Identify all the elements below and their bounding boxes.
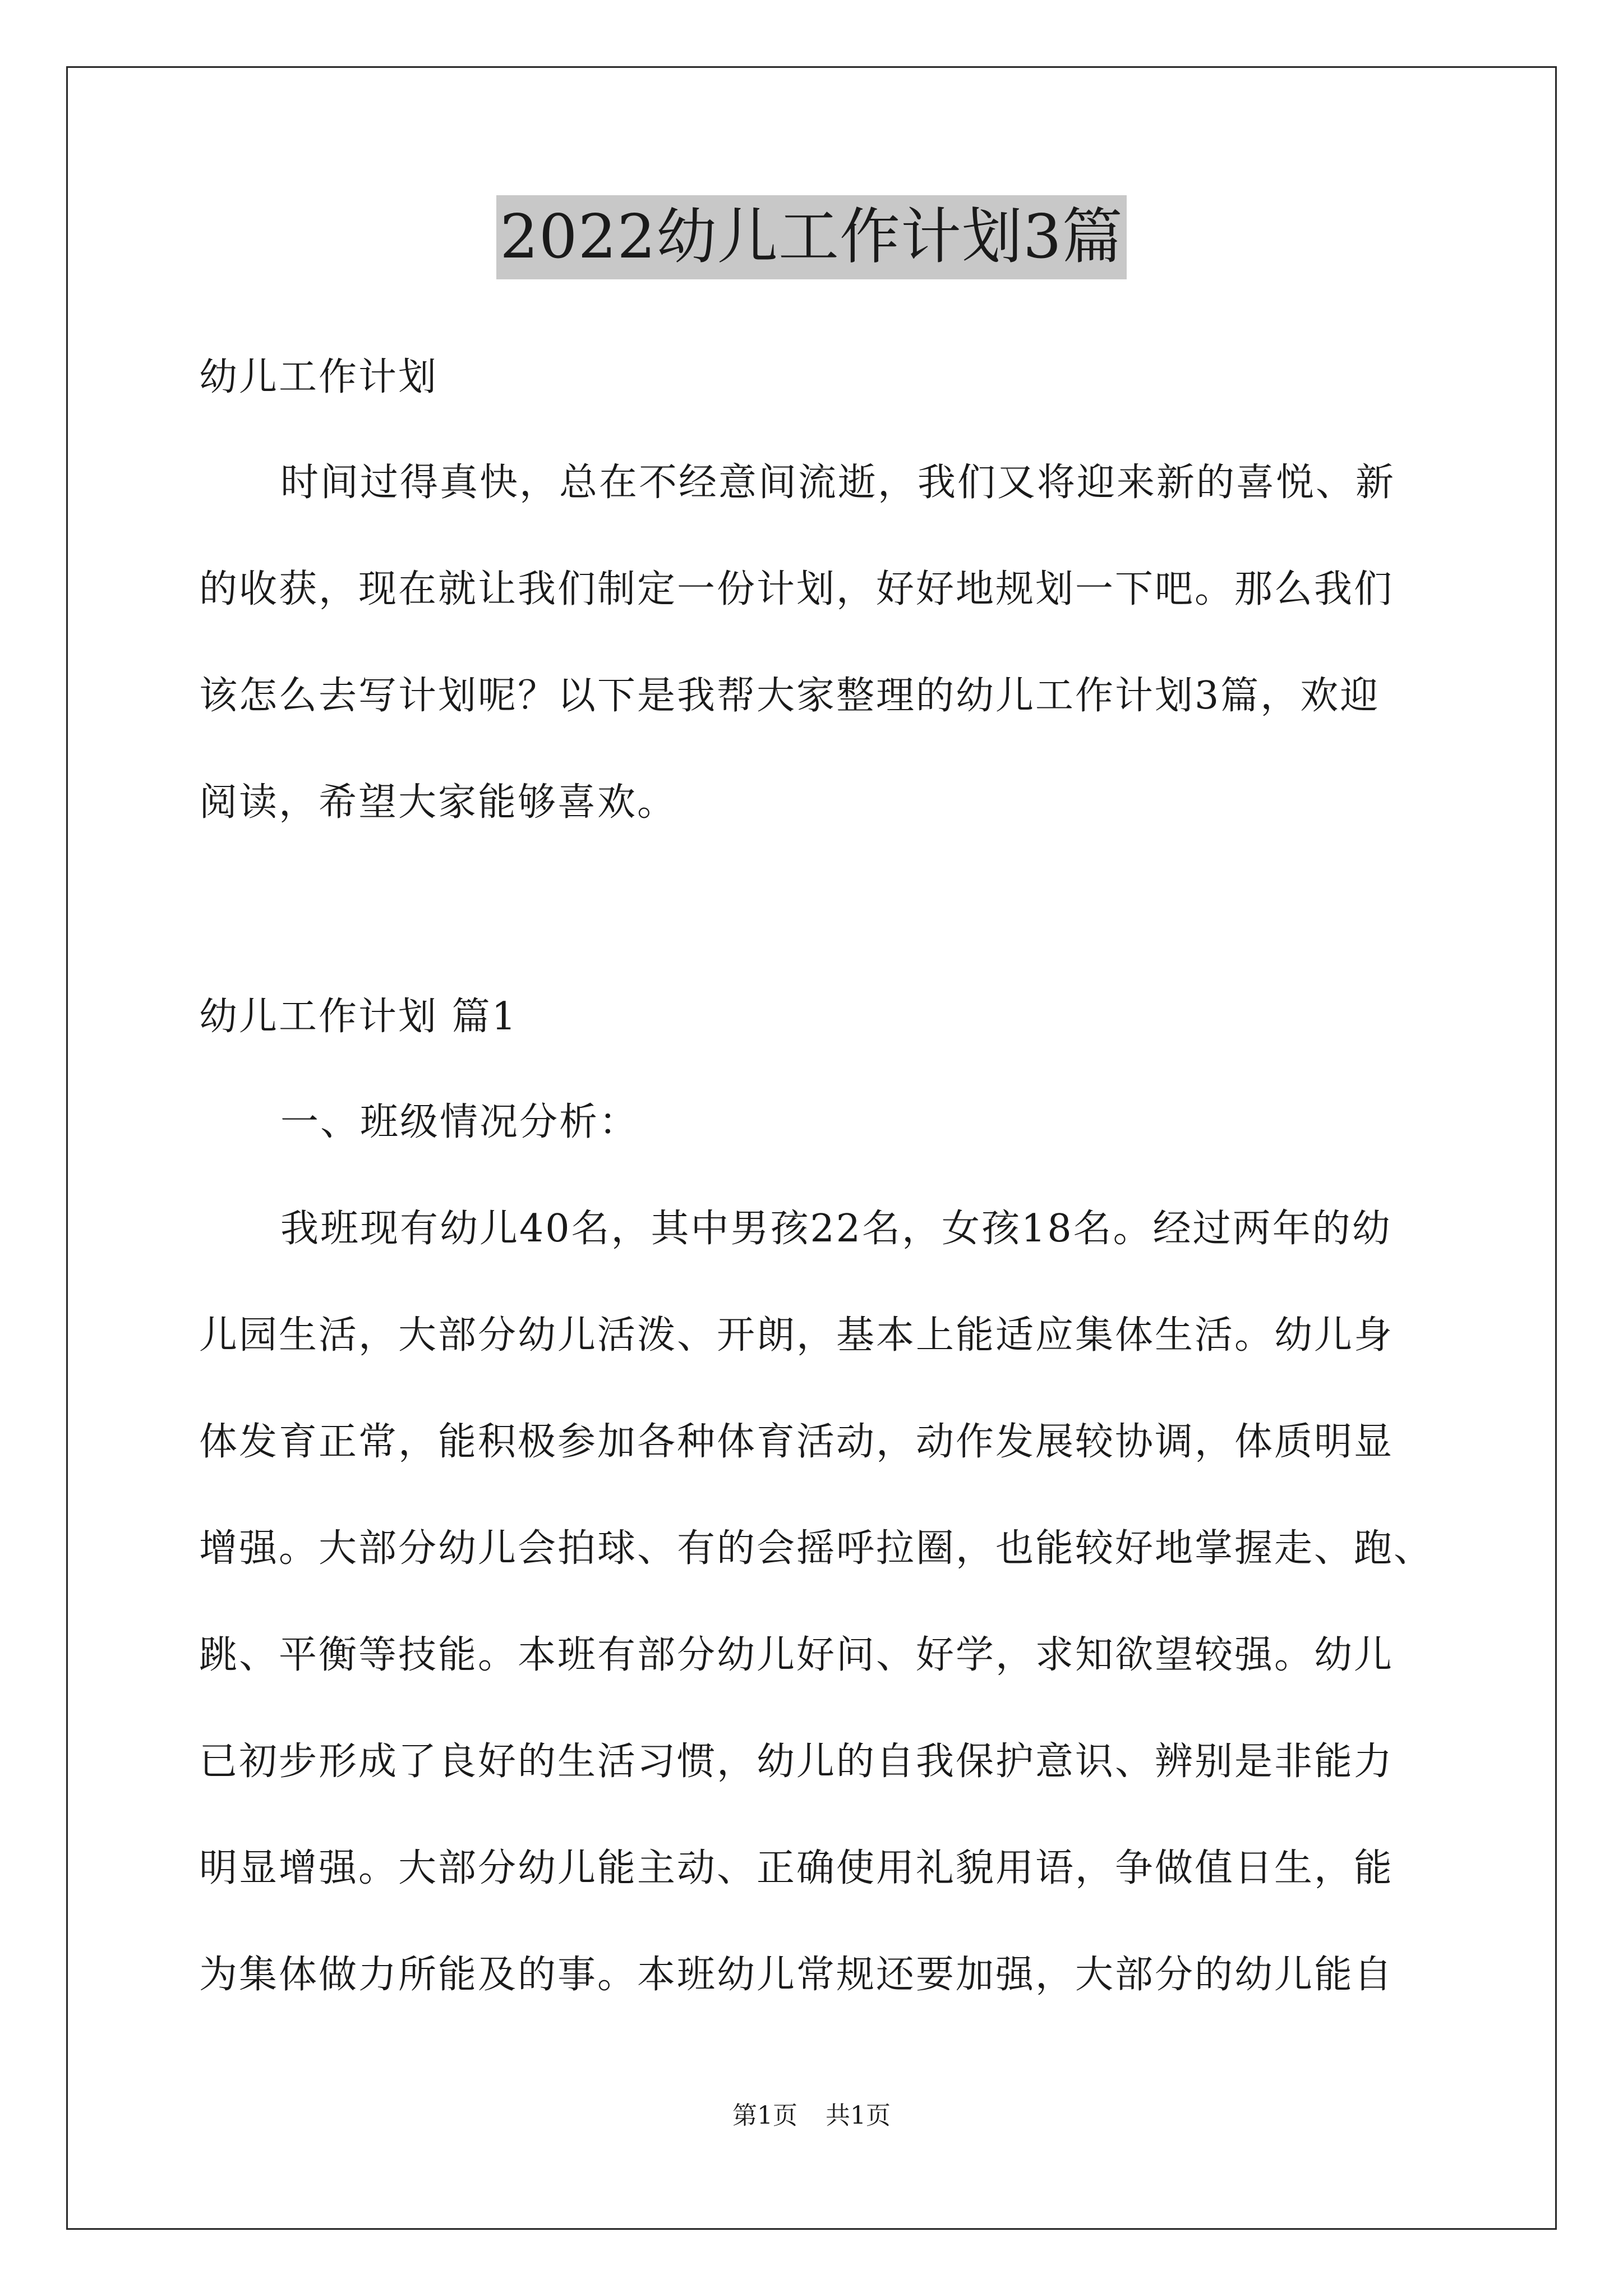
section1-line-8: 为集体做力所能及的事。本班幼儿常规还要加强，大部分的幼儿能自: [199, 1953, 1394, 1997]
section1-line-2: 儿园生活，大部分幼儿活泼、开朗，基本上能适应集体生活。幼儿身: [199, 1313, 1394, 1358]
document-title: 2022幼儿工作计划3篇: [496, 195, 1127, 279]
page-number: 第1页: [732, 2101, 797, 2130]
page-total: 共1页: [826, 2101, 891, 2130]
intro-line-3: 该怎么去写计划呢？以下是我帮大家整理的幼儿工作计划3篇，欢迎: [199, 674, 1380, 718]
title-container: [0, 195, 1623, 279]
page-footer: [0, 2099, 1623, 2133]
section1-line-7: 明显增强。大部分幼儿能主动、正确使用礼貌用语，争做值日生，能: [199, 1846, 1394, 1890]
intro-line-4: 阅读，希望大家能够喜欢。: [199, 780, 677, 825]
section1-subheading: 一、班级情况分析：: [280, 1100, 639, 1144]
intro-heading: 幼儿工作计划: [199, 355, 439, 399]
intro-line-2: 的收获，现在就让我们制定一份计划，好好地规划一下吧。那么我们: [199, 567, 1394, 611]
section1-line-1: 我班现有幼儿40名，其中男孩22名，女孩18名。经过两年的幼: [280, 1207, 1392, 1251]
intro-line-1: 时间过得真快，总在不经意间流逝，我们又将迎来新的喜悦、新: [280, 461, 1396, 505]
section1-line-5: 跳、平衡等技能。本班有部分幼儿好问、好学，求知欲望较强。幼儿: [199, 1633, 1394, 1677]
section1-line-6: 已初步形成了良好的生活习惯，幼儿的自我保护意识、辨别是非能力: [199, 1740, 1394, 1784]
section1-line-3: 体发育正常，能积极参加各种体育活动，动作发展较协调，体质明显: [199, 1420, 1394, 1464]
section1-heading: 幼儿工作计划 篇1: [199, 995, 518, 1039]
section1-line-4: 增强。大部分幼儿会拍球、有的会摇呼拉圈，也能较好地掌握走、跑、: [199, 1526, 1434, 1571]
